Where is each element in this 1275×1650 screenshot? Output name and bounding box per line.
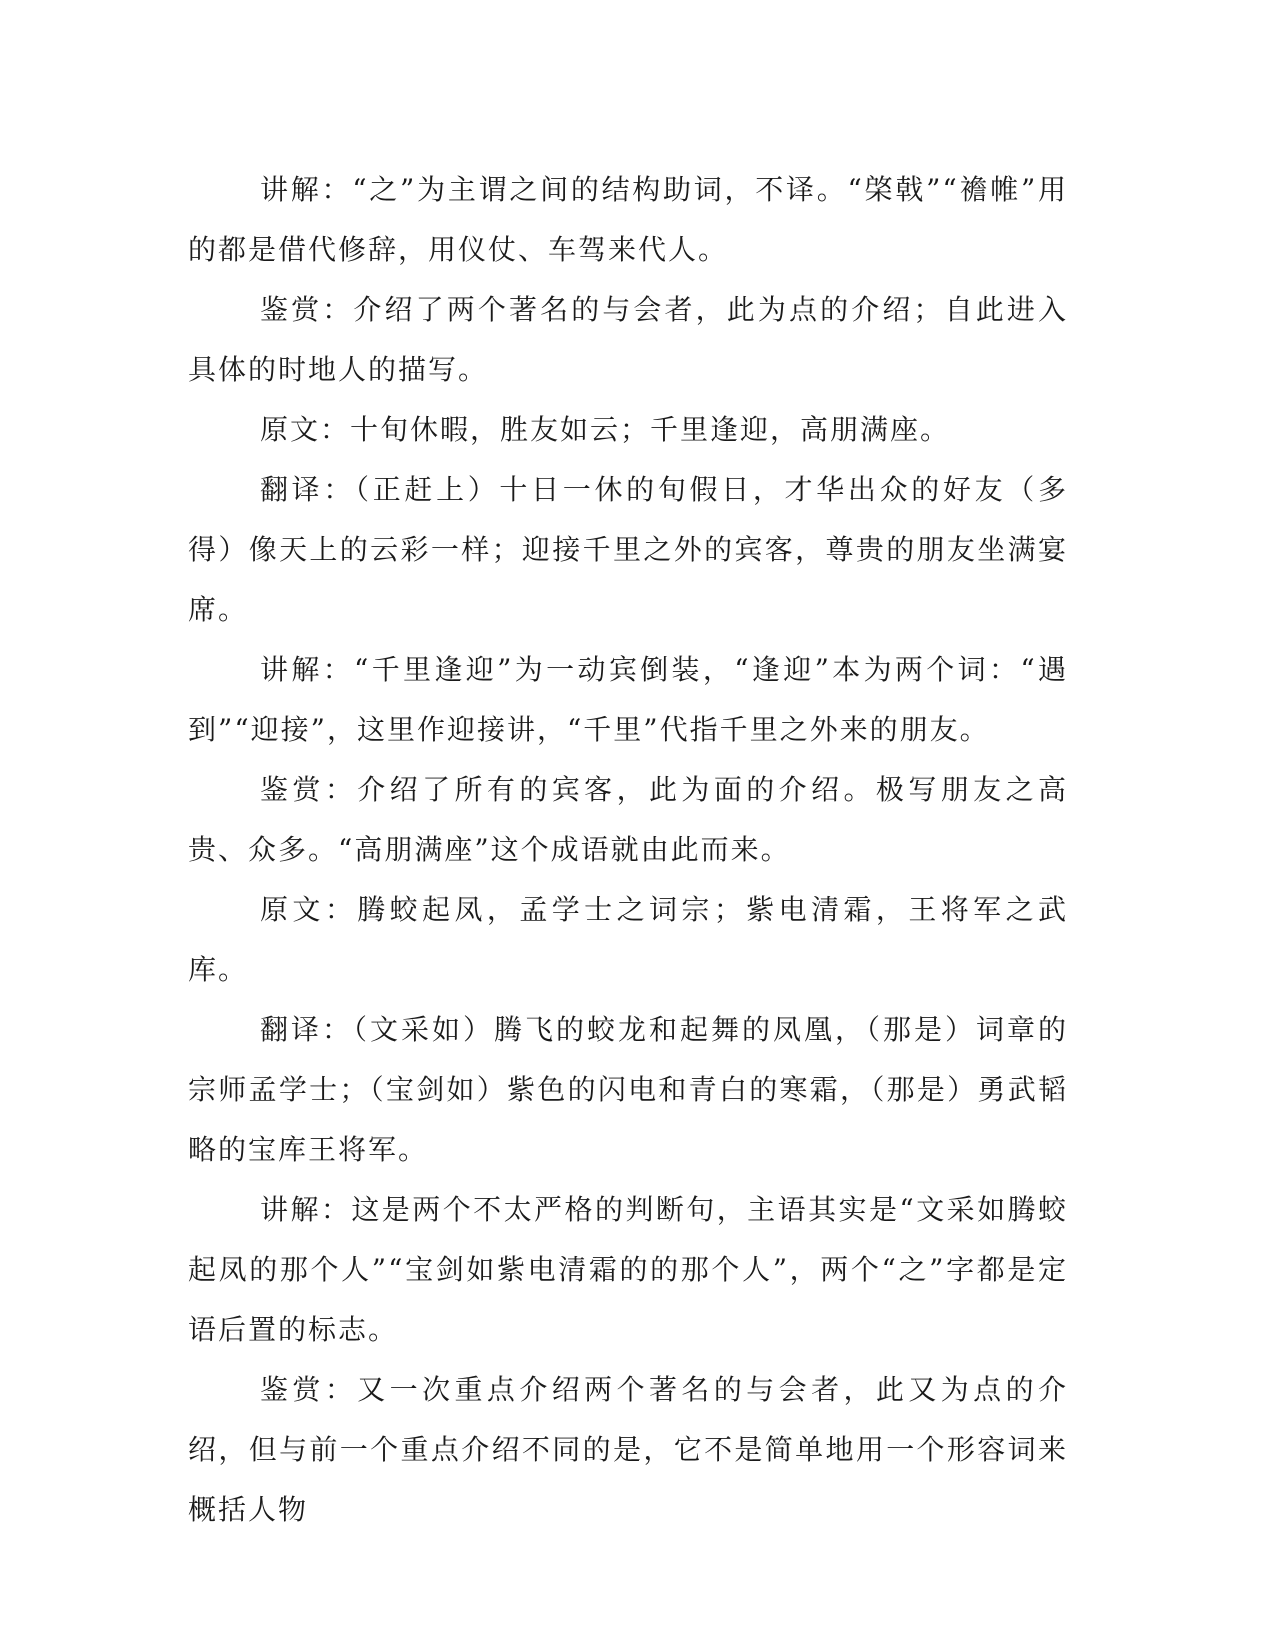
- paragraph-original-1: 原文：十旬休暇，胜友如云；千里逢迎，高朋满座。: [260, 413, 951, 446]
- paragraph-translation-1: 翻译：（正赶上）十日一休的旬假日，才华出众的好友（多得）像天上的云彩一样；迎接千里之外的宾客，尊贵的朋友坐满宴席。: [188, 473, 1068, 626]
- paragraph-appreciation-1: 鉴赏：介绍了两个著名的与会者，此为点的介绍；自此进入具体的时地人的描写。: [188, 293, 1068, 386]
- paragraph-explanation-2: 讲解：“千里逢迎”为一动宾倒装，“逢迎”本为两个词：“遇到”“迎接”，这里作迎接讲，“千里”代指千里之外来的朋友。: [188, 653, 1068, 746]
- paragraph-original-2: 原文：腾蛟起凤，孟学士之词宗；紫电清霜，王将军之武库。: [188, 893, 1068, 986]
- paragraph-explanation-1: 讲解：“之”为主谓之间的结构助词，不译。“棨戟”“襜帷”用的都是借代修辞，用仪仗、车驾来代人。: [188, 173, 1068, 266]
- paragraph-explanation-3: 讲解：这是两个不太严格的判断句，主语其实是“文采如腾蛟起凤的那个人”“宝剑如紫电清霜的的那个人”，两个“之”字都是定语后置的标志。: [188, 1193, 1068, 1346]
- paragraph-appreciation-3: 鉴赏：又一次重点介绍两个著名的与会者，此又为点的介绍，但与前一个重点介绍不同的是，它不是简单地用一个形容词来概括人物: [188, 1373, 1068, 1526]
- document-body: [188, 160, 1068, 1540]
- paragraph-appreciation-2: 鉴赏：介绍了所有的宾客，此为面的介绍。极写朋友之高贵、众多。“高朋满座”这个成语就由此而来。: [188, 773, 1068, 866]
- paragraph-translation-2: 翻译：（文采如）腾飞的蛟龙和起舞的凤凰，（那是）词章的宗师孟学士；（宝剑如）紫色的闪电和青白的寒霜，（那是）勇武韬略的宝库王将军。: [188, 1013, 1068, 1166]
